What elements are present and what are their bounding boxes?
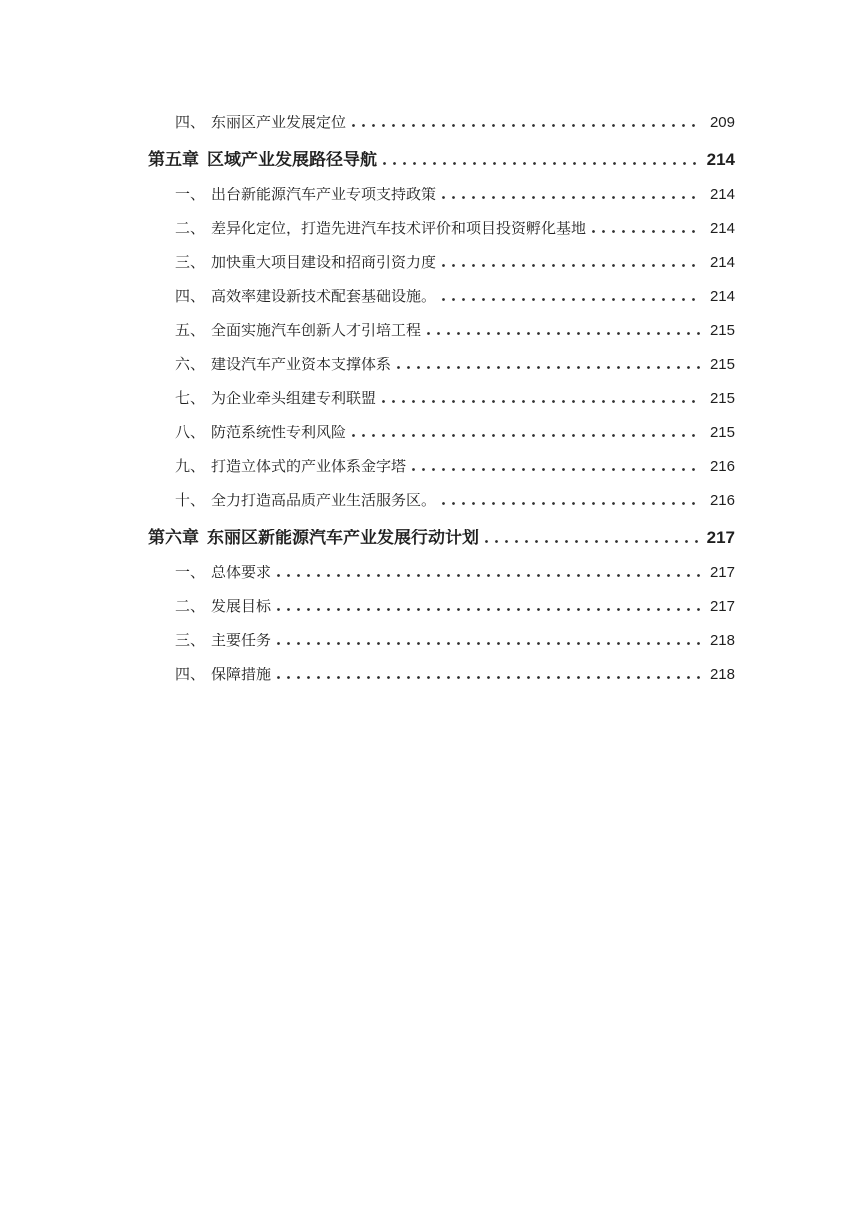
toc-entry-page: 217 [709,564,735,581]
toc-entry-page: 214 [709,288,735,305]
toc-entry-title: 防范系统性专利风险 [211,425,347,440]
dot-leader [442,298,702,301]
toc-entry-number: 六、 [175,356,206,373]
toc-entry [148,648,735,682]
toc-entry-title: 高效率建设新技术配套基础设施。 [211,289,437,304]
toc-entry-title: 加快重大项目建设和招商引资力度 [211,255,437,270]
dot-leader [383,162,702,165]
toc-entry-number: 五、 [175,322,206,339]
toc-entry-page: 215 [709,322,735,339]
toc-entry-number: 四、 [175,114,206,131]
toc-entry-page: 216 [709,492,735,509]
toc-entry-page: 214 [709,220,735,237]
toc-entry-number: 四、 [175,288,206,305]
dot-leader [277,608,702,611]
toc-entry-number: 八、 [175,424,206,441]
dot-leader [277,642,702,645]
dot-leader [397,366,702,369]
toc-entry-number: 一、 [175,564,206,581]
toc-entry-title: 东丽区产业发展定位 [211,115,347,130]
toc-entry-page: 217 [706,528,735,547]
toc-entry-number: 一、 [175,186,206,203]
toc-entry [148,304,735,338]
toc-entry-title: 保障措施 [211,667,272,682]
toc-entry [148,440,735,474]
dot-leader [442,196,702,199]
toc-entry-number: 第五章 [148,150,199,169]
toc-entry [148,372,735,406]
toc-entry-number: 二、 [175,598,206,615]
toc-entry [148,614,735,648]
toc-entry [148,338,735,372]
dot-leader [277,676,702,679]
toc-entry [148,202,735,236]
toc-entry-page: 215 [709,356,735,373]
toc-entry [148,474,735,508]
toc-entry-page: 214 [709,186,735,203]
toc-entry-page: 216 [709,458,735,475]
toc-entry-title: 全面实施汽车创新人才引培工程 [211,323,422,338]
dot-leader [352,124,702,127]
dot-leader [382,400,702,403]
toc-entry-number: 十、 [175,492,206,509]
toc-entry-title: 为企业牵头组建专利联盟 [211,391,377,406]
toc-entry [148,580,735,614]
toc-entry-number: 三、 [175,254,206,271]
toc-entry-page: 214 [706,150,735,169]
toc-entry [148,134,735,168]
toc-entry-number: 九、 [175,458,206,475]
toc-entry [148,270,735,304]
dot-leader [352,434,702,437]
toc-entry-title: 区域产业发展路径导航 [207,151,377,168]
toc-entry-number: 第六章 [148,528,199,547]
toc-entry-number: 七、 [175,390,206,407]
toc-entry-number: 四、 [175,666,206,683]
dot-leader [442,502,702,505]
toc-entry-title: 打造立体式的产业体系金字塔 [211,459,407,474]
dot-leader [485,540,702,543]
toc-entry [148,546,735,580]
toc-entry [148,168,735,202]
dot-leader [427,332,702,335]
toc-entry-title: 总体要求 [211,565,272,580]
toc-entry-page: 214 [709,254,735,271]
toc-entry-page: 218 [709,632,735,649]
toc-entry-title: 出台新能源汽车产业专项支持政策 [211,187,437,202]
toc-entry-number: 二、 [175,220,206,237]
toc-entry-title: 东丽区新能源汽车产业发展行动计划 [207,529,479,546]
toc-entry [148,512,735,546]
toc-entry-page: 217 [709,598,735,615]
toc-entry-number: 三、 [175,632,206,649]
toc-entry-title: 主要任务 [211,633,272,648]
dot-leader [277,574,702,577]
toc-entry-title: 全力打造高品质产业生活服务区。 [211,493,437,508]
toc-entry [148,96,735,130]
toc-entry-title: 发展目标 [211,599,272,614]
dot-leader [412,468,702,471]
toc-entry-page: 215 [709,424,735,441]
toc-entry-title: 建设汽车产业资本支撑体系 [211,357,392,372]
toc-entry-page: 215 [709,390,735,407]
toc-entry [148,236,735,270]
table-of-contents [148,96,735,682]
toc-entry-page: 218 [709,666,735,683]
dot-leader [592,230,702,233]
toc-entry-title: 差异化定位，打造先进汽车技术评价和项目投资孵化基地 [211,221,587,236]
dot-leader [442,264,702,267]
toc-entry [148,406,735,440]
toc-entry-page: 209 [709,114,735,131]
